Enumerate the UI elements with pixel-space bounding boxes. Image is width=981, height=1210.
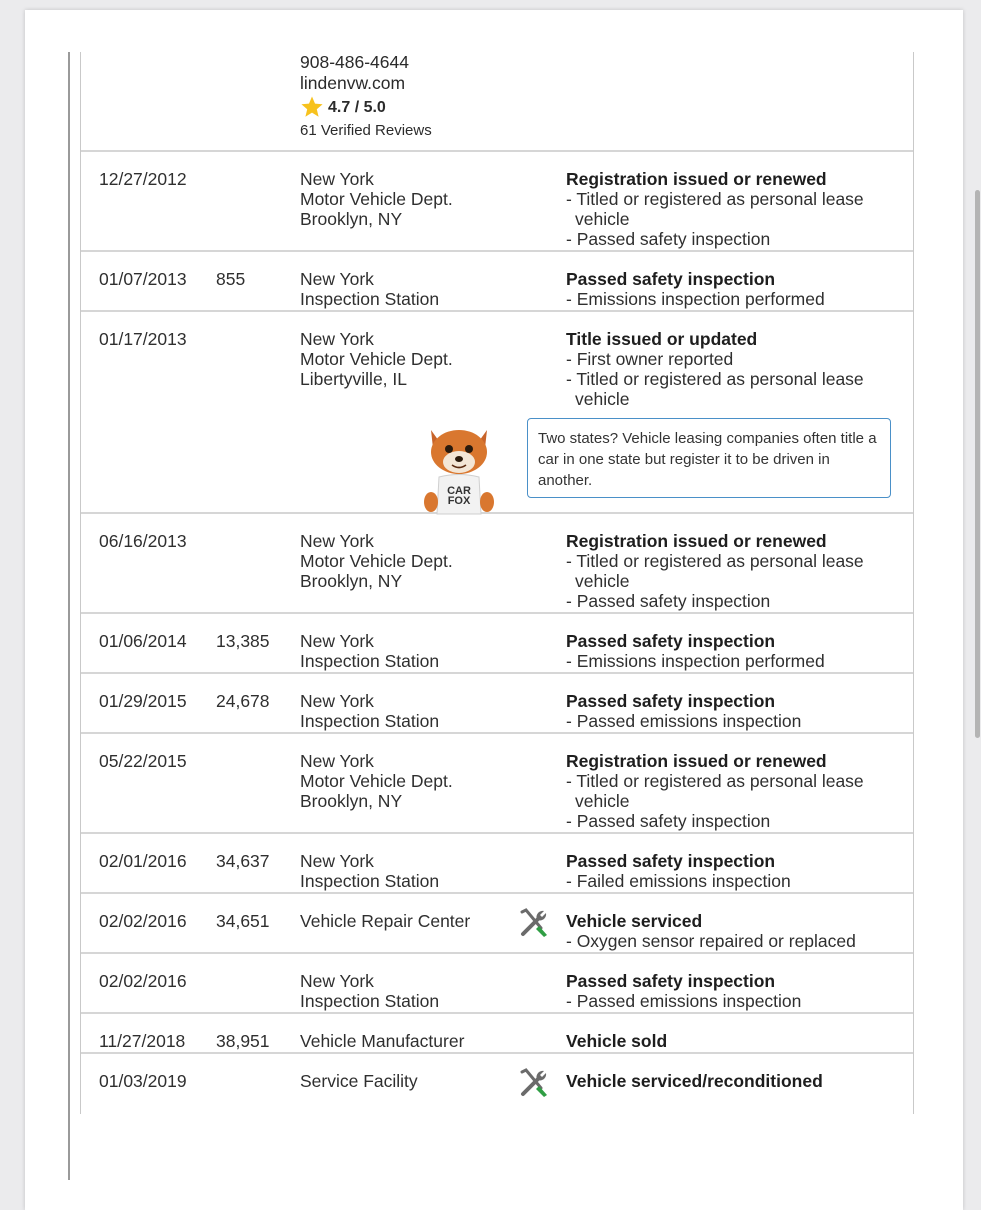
record-title: Registration issued or renewed bbox=[566, 169, 827, 189]
tooltip-box: Two states? Vehicle leasing companies often title a car in one state but register it to be driven in another. bbox=[527, 418, 891, 498]
record-detail-item: - Passed safety inspection bbox=[566, 811, 771, 831]
history-row bbox=[81, 674, 913, 734]
record-details bbox=[566, 169, 906, 249]
source-line: Libertyville, IL bbox=[300, 369, 407, 389]
history-row bbox=[81, 614, 913, 674]
record-source bbox=[300, 269, 439, 309]
record-detail-item: - Passed safety inspection bbox=[566, 229, 771, 249]
source-line: New York bbox=[300, 691, 374, 711]
record-details bbox=[566, 1071, 906, 1091]
record-detail-item: - Titled or registered as personal lease vehicle bbox=[566, 771, 864, 811]
dealer-info-row bbox=[81, 52, 913, 152]
record-details bbox=[566, 329, 906, 409]
record-title: Vehicle serviced bbox=[566, 911, 703, 931]
source-line: New York bbox=[300, 971, 374, 991]
source-line: Inspection Station bbox=[300, 871, 440, 891]
record-detail-item: - Passed emissions inspection bbox=[566, 711, 802, 731]
verified-reviews-link[interactable]: 61 Verified Reviews bbox=[300, 122, 432, 139]
record-source bbox=[300, 1071, 418, 1091]
record-details bbox=[566, 269, 906, 309]
record-title: Passed safety inspection bbox=[566, 269, 776, 289]
record-date: 01/29/2015 bbox=[99, 691, 187, 711]
source-line: Vehicle Repair Center bbox=[300, 911, 471, 931]
record-odometer: 855 bbox=[216, 269, 246, 289]
record-date: 01/06/2014 bbox=[99, 631, 187, 651]
source-line: New York bbox=[300, 751, 374, 771]
record-title: Vehicle sold bbox=[566, 1031, 668, 1051]
history-row bbox=[81, 312, 913, 514]
page-rule bbox=[68, 52, 70, 1180]
record-odometer: 24,678 bbox=[216, 691, 270, 711]
history-row bbox=[81, 514, 913, 614]
record-date: 12/27/2012 bbox=[99, 169, 187, 189]
record-date: 01/03/2019 bbox=[99, 1071, 187, 1091]
source-line: New York bbox=[300, 169, 374, 189]
record-title: Passed safety inspection bbox=[566, 851, 776, 871]
record-details bbox=[566, 1031, 906, 1051]
source-line: Inspection Station bbox=[300, 711, 440, 731]
source-line: Brooklyn, NY bbox=[300, 209, 403, 229]
source-line: Motor Vehicle Dept. bbox=[300, 551, 453, 571]
dealer-info bbox=[300, 52, 432, 141]
record-details bbox=[566, 851, 906, 891]
scrollbar[interactable] bbox=[975, 190, 980, 738]
history-row bbox=[81, 894, 913, 954]
history-row bbox=[81, 734, 913, 834]
source-line: New York bbox=[300, 631, 374, 651]
source-line: Inspection Station bbox=[300, 289, 440, 309]
record-details bbox=[566, 531, 906, 611]
record-details bbox=[566, 911, 906, 951]
carfox-mascot bbox=[419, 422, 499, 517]
record-date: 01/07/2013 bbox=[99, 269, 187, 289]
record-title: Passed safety inspection bbox=[566, 691, 776, 711]
wrench-screwdriver-icon bbox=[517, 906, 551, 940]
record-source bbox=[300, 631, 439, 671]
source-line: New York bbox=[300, 329, 374, 349]
source-line: Inspection Station bbox=[300, 991, 440, 1011]
record-detail-item: - Failed emissions inspection bbox=[566, 871, 791, 891]
record-title: Title issued or updated bbox=[566, 329, 758, 349]
star-icon bbox=[300, 95, 324, 119]
record-detail-item: - Emissions inspection performed bbox=[566, 289, 825, 309]
record-odometer: 38,951 bbox=[216, 1031, 270, 1051]
dealer-phone[interactable]: 908-486-4644 bbox=[300, 52, 409, 72]
source-line: New York bbox=[300, 851, 374, 871]
record-source bbox=[300, 851, 439, 891]
record-date: 02/02/2016 bbox=[99, 971, 187, 991]
record-date: 05/22/2015 bbox=[99, 751, 187, 771]
record-odometer: 13,385 bbox=[216, 631, 270, 651]
history-row bbox=[81, 1014, 913, 1054]
record-source bbox=[300, 911, 470, 931]
record-title: Passed safety inspection bbox=[566, 631, 776, 651]
record-source bbox=[300, 531, 453, 591]
record-source bbox=[300, 169, 453, 229]
record-source bbox=[300, 329, 453, 389]
record-date: 11/27/2018 bbox=[99, 1031, 186, 1051]
record-detail-item: - Passed emissions inspection bbox=[566, 991, 802, 1011]
source-line: Vehicle Manufacturer bbox=[300, 1031, 465, 1051]
record-details bbox=[566, 631, 906, 671]
record-date: 01/17/2013 bbox=[99, 329, 187, 349]
record-source bbox=[300, 971, 439, 1011]
source-line: New York bbox=[300, 531, 374, 551]
record-date: 06/16/2013 bbox=[99, 531, 187, 551]
record-details bbox=[566, 971, 906, 1011]
record-source bbox=[300, 691, 439, 731]
record-source bbox=[300, 751, 453, 811]
rating-value: 4.7 / 5.0 bbox=[328, 98, 386, 116]
history-row bbox=[81, 252, 913, 312]
record-source bbox=[300, 1031, 464, 1051]
mascot-shirt-text: CAR FOX bbox=[447, 485, 471, 507]
record-odometer: 34,651 bbox=[216, 911, 270, 931]
history-row bbox=[81, 954, 913, 1014]
source-line: Service Facility bbox=[300, 1071, 418, 1091]
source-line: Inspection Station bbox=[300, 651, 440, 671]
dealer-rating bbox=[300, 94, 432, 120]
record-detail-item: - Titled or registered as personal lease vehicle bbox=[566, 369, 864, 409]
record-detail-item: - Emissions inspection performed bbox=[566, 651, 825, 671]
source-line: Motor Vehicle Dept. bbox=[300, 771, 453, 791]
record-detail-item: - First owner reported bbox=[566, 349, 734, 369]
record-detail-item: - Oxygen sensor repaired or replaced bbox=[566, 931, 856, 951]
dealer-website[interactable]: lindenvw.com bbox=[300, 73, 406, 93]
record-title: Registration issued or renewed bbox=[566, 531, 827, 551]
record-detail-item: - Titled or registered as personal lease vehicle bbox=[566, 551, 864, 591]
record-odometer: 34,637 bbox=[216, 851, 270, 871]
history-row bbox=[81, 152, 913, 252]
source-line: Motor Vehicle Dept. bbox=[300, 349, 453, 369]
wrench-screwdriver-icon bbox=[517, 1066, 551, 1100]
record-detail-item: - Titled or registered as personal lease vehicle bbox=[566, 189, 864, 229]
record-date: 02/01/2016 bbox=[99, 851, 187, 871]
record-title: Registration issued or renewed bbox=[566, 751, 827, 771]
record-date: 02/02/2016 bbox=[99, 911, 187, 931]
history-row bbox=[81, 834, 913, 894]
source-line: New York bbox=[300, 269, 374, 289]
record-details bbox=[566, 751, 906, 831]
source-line: Motor Vehicle Dept. bbox=[300, 189, 453, 209]
history-row bbox=[81, 1054, 913, 1114]
source-line: Brooklyn, NY bbox=[300, 791, 403, 811]
record-title: Vehicle serviced/reconditioned bbox=[566, 1071, 823, 1091]
record-details bbox=[566, 691, 906, 731]
record-detail-item: - Passed safety inspection bbox=[566, 591, 771, 611]
source-line: Brooklyn, NY bbox=[300, 571, 403, 591]
record-title: Passed safety inspection bbox=[566, 971, 776, 991]
history-table bbox=[80, 52, 914, 1114]
